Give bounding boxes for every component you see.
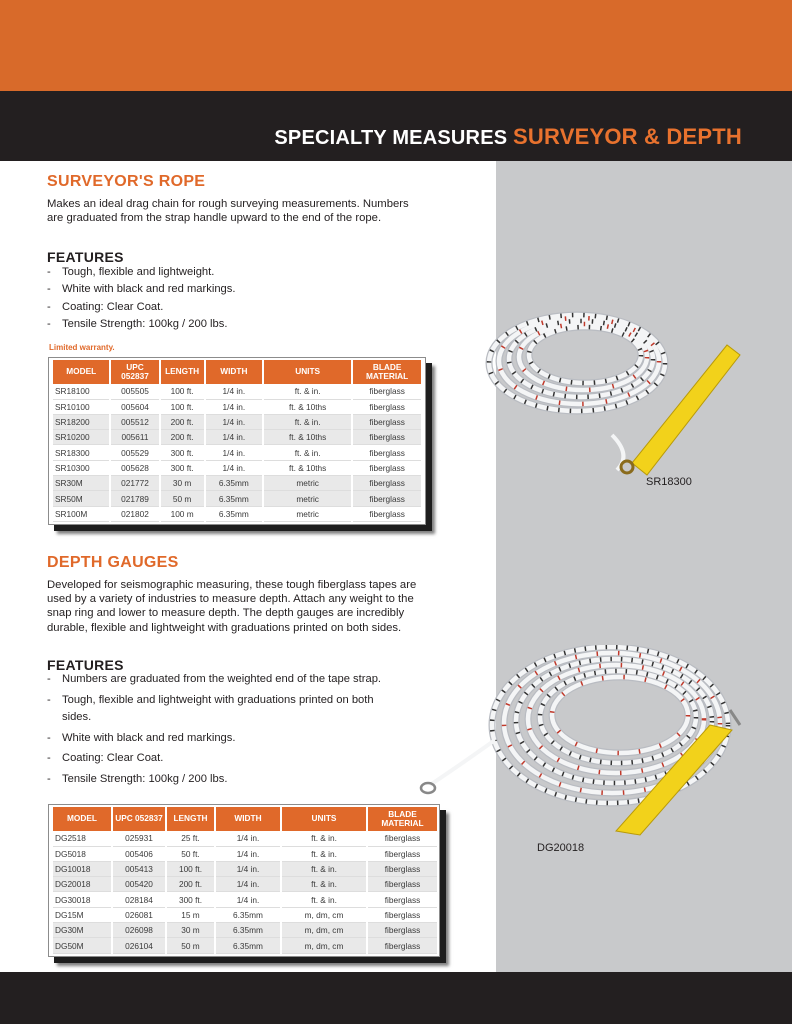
table-row: [53, 923, 437, 938]
depth-gauges-description: Developed for seismographic measuring, these tough fiberglass tapes are used by a variety of industries to measure depth. Attach any weight to the snap ring and lower to measure depth. The depth gauges are incredibly durable, flexible and lightweight with graduations printed on both sides.: [47, 579, 417, 634]
table-cell: 1/4 in.: [206, 415, 262, 430]
table-cell: SR30M: [53, 476, 109, 491]
feature-item: - White with black and red markings.: [47, 731, 236, 744]
footer-bar: [0, 972, 792, 1024]
table-cell: 028184: [113, 892, 165, 907]
table-row: [53, 908, 437, 923]
table-row: [53, 415, 421, 430]
table-cell: 026104: [113, 938, 165, 953]
table-cell: 005512: [111, 415, 158, 430]
table-cell: 1/4 in.: [206, 461, 262, 476]
table-row: [53, 461, 421, 476]
table-header-cell: WIDTH: [206, 360, 262, 384]
table-cell: SR50M: [53, 491, 109, 506]
table-cell: DG10018: [53, 862, 111, 877]
table-cell: 50 m: [161, 491, 204, 506]
feature-item: - White with black and red markings.: [47, 283, 236, 296]
table-row: [53, 384, 421, 399]
table-cell: SR100M: [53, 507, 109, 522]
table-cell: SR18200: [53, 415, 109, 430]
table-header-cell: UPC 052837: [111, 360, 158, 384]
table-cell: DG20018: [53, 877, 111, 892]
table-row: [53, 445, 421, 460]
table-cell: DG15M: [53, 908, 111, 923]
table-cell: 005628: [111, 461, 158, 476]
depth-gauge-photo: [410, 645, 750, 855]
table-cell: 025931: [113, 831, 165, 846]
table-cell: DG30018: [53, 892, 111, 907]
table-cell: 25 ft.: [167, 831, 214, 846]
table-cell: 6.35mm: [216, 908, 280, 923]
table-cell: DG30M: [53, 923, 111, 938]
table-cell: ft. & in.: [282, 877, 366, 892]
feature-item: - Coating: Clear Coat.: [47, 300, 164, 313]
table-cell: ft. & in.: [264, 415, 351, 430]
table-cell: 6.35mm: [206, 491, 262, 506]
depth-gauges-table: [48, 804, 440, 957]
table-cell: 021802: [111, 507, 158, 522]
table-cell: 026098: [113, 923, 165, 938]
depth-gauges-features-title: FEATURES: [47, 657, 124, 673]
table-cell: 1/4 in.: [206, 400, 262, 415]
table-header-cell: UPC 052837: [113, 807, 165, 831]
feature-item: - Tough, flexible and lightweight.: [47, 266, 215, 278]
table-cell: 50 m: [167, 938, 214, 953]
table-cell: 300 ft.: [161, 461, 204, 476]
table-cell: 6.35mm: [216, 938, 280, 953]
table-cell: 005406: [113, 847, 165, 862]
table-cell: 50 ft.: [167, 847, 214, 862]
table-header-cell: LENGTH: [161, 360, 204, 384]
feature-item: - Tough, flexible and lightweight with graduations printed on both sides.: [47, 693, 374, 724]
depth-gauge-photo-caption: DG20018: [537, 842, 585, 854]
page-title-topic: SURVEYOR & DEPTH: [513, 124, 742, 149]
table-cell: fiberglass: [353, 415, 421, 430]
table-cell: fiberglass: [368, 847, 437, 862]
table-row: [53, 507, 421, 522]
table-cell: 15 m: [167, 908, 214, 923]
table-cell: fiberglass: [353, 430, 421, 445]
table-header-cell: LENGTH: [167, 807, 214, 831]
table-cell: 1/4 in.: [216, 831, 280, 846]
table-cell: 200 ft.: [161, 415, 204, 430]
table-cell: ft. & in.: [282, 847, 366, 862]
table-cell: 005413: [113, 862, 165, 877]
surveyors-rope-table: [48, 357, 426, 525]
table-cell: 021789: [111, 491, 158, 506]
table-cell: 1/4 in.: [216, 862, 280, 877]
table-cell: SR10200: [53, 430, 109, 445]
table-cell: 1/4 in.: [216, 892, 280, 907]
table-cell: fiberglass: [368, 862, 437, 877]
warranty-note: Limited warranty.: [49, 343, 115, 352]
table-cell: fiberglass: [353, 476, 421, 491]
table-cell: fiberglass: [368, 892, 437, 907]
feature-item: - Coating: Clear Coat.: [47, 752, 164, 765]
table-cell: DG5018: [53, 847, 111, 862]
table-cell: 200 ft.: [161, 430, 204, 445]
table-cell: 300 ft.: [161, 445, 204, 460]
table-cell: ft. & 10ths: [264, 430, 351, 445]
table-cell: SR18100: [53, 384, 109, 399]
table-header-cell: UNITS: [282, 807, 366, 831]
table-header-cell: BLADE MATERIAL: [368, 807, 437, 831]
table-cell: 021772: [111, 476, 158, 491]
table-cell: metric: [264, 491, 351, 506]
surveyors-rope-features-title: FEATURES: [47, 249, 124, 265]
table-row: [53, 430, 421, 445]
table-header-cell: BLADE MATERIAL: [353, 360, 421, 384]
table-cell: fiberglass: [368, 923, 437, 938]
table-cell: SR10100: [53, 400, 109, 415]
table-row: [53, 938, 437, 953]
table-cell: 005611: [111, 430, 158, 445]
table-row: [53, 400, 421, 415]
table-cell: metric: [264, 476, 351, 491]
table-cell: 005420: [113, 877, 165, 892]
table-cell: 6.35mm: [206, 507, 262, 522]
table-cell: 005505: [111, 384, 158, 399]
table-cell: fiberglass: [353, 445, 421, 460]
surveyors-rope-photo-caption: SR18300: [646, 476, 692, 488]
table-cell: 100 ft.: [161, 384, 204, 399]
table-cell: ft. & 10ths: [264, 400, 351, 415]
table-cell: 026081: [113, 908, 165, 923]
surveyors-rope-title: SURVEYOR'S ROPE: [47, 173, 206, 190]
table-cell: 300 ft.: [167, 892, 214, 907]
table-cell: SR10300: [53, 461, 109, 476]
table-cell: 30 m: [167, 923, 214, 938]
feature-item: - Numbers are graduated from the weighted end of the tape strap.: [47, 673, 382, 685]
table-header-cell: MODEL: [53, 360, 109, 384]
table-row: [53, 831, 437, 846]
table-cell: fiberglass: [368, 908, 437, 923]
table-cell: ft. & in.: [282, 831, 366, 846]
table-row: [53, 892, 437, 907]
surveyors-rope-description: Makes an ideal drag chain for rough surveying measurements. Numbers are graduated from the strap handle upward to the end of the rope.: [47, 198, 409, 225]
table-cell: metric: [264, 507, 351, 522]
table-cell: DG50M: [53, 938, 111, 953]
table-cell: 005529: [111, 445, 158, 460]
table-cell: 1/4 in.: [206, 445, 262, 460]
table-cell: 30 m: [161, 476, 204, 491]
table-cell: fiberglass: [353, 461, 421, 476]
table-cell: 6.35mm: [206, 476, 262, 491]
table-cell: ft. & in.: [264, 384, 351, 399]
table-cell: m, dm, cm: [282, 908, 366, 923]
table-cell: fiberglass: [368, 831, 437, 846]
table-cell: ft. & in.: [264, 445, 351, 460]
table-cell: DG2518: [53, 831, 111, 846]
table-cell: 1/4 in.: [216, 877, 280, 892]
surveyors-rope-features-list: [47, 265, 427, 335]
table-cell: SR18300: [53, 445, 109, 460]
table-row: [53, 877, 437, 892]
table-cell: m, dm, cm: [282, 923, 366, 938]
table-header-cell: WIDTH: [216, 807, 280, 831]
table-cell: 200 ft.: [167, 877, 214, 892]
table-cell: 1/4 in.: [216, 847, 280, 862]
table-cell: fiberglass: [353, 384, 421, 399]
table-cell: ft. & in.: [282, 892, 366, 907]
feature-item: - Tensile Strength: 100kg / 200 lbs.: [47, 772, 228, 785]
table-cell: 100 ft.: [161, 400, 204, 415]
depth-gauges-features-list: [47, 671, 397, 792]
table-cell: 1/4 in.: [206, 430, 262, 445]
table-header-cell: MODEL: [53, 807, 111, 831]
table-cell: ft. & in.: [282, 862, 366, 877]
page-title: [274, 124, 742, 150]
table-cell: fiberglass: [353, 507, 421, 522]
table-cell: 1/4 in.: [206, 384, 262, 399]
table-cell: fiberglass: [353, 491, 421, 506]
table-cell: fiberglass: [353, 400, 421, 415]
table-cell: fiberglass: [368, 877, 437, 892]
table-cell: 100 ft.: [167, 862, 214, 877]
table-cell: 100 m: [161, 507, 204, 522]
table-cell: 6.35mm: [216, 923, 280, 938]
table-cell: 005604: [111, 400, 158, 415]
table-row: [53, 476, 421, 491]
table-header-cell: UNITS: [264, 360, 351, 384]
table-cell: fiberglass: [368, 938, 437, 953]
page-title-category: SPECIALTY MEASURES: [274, 127, 508, 149]
depth-gauges-title: DEPTH GAUGES: [47, 554, 179, 571]
feature-item: - Tensile Strength: 100kg / 200 lbs.: [47, 318, 228, 331]
table-cell: m, dm, cm: [282, 938, 366, 953]
table-cell: ft. & 10ths: [264, 461, 351, 476]
top-orange-band: [0, 0, 792, 91]
table-row: [53, 862, 437, 877]
table-row: [53, 491, 421, 506]
surveyors-rope-photo: [482, 285, 752, 485]
table-row: [53, 847, 437, 862]
